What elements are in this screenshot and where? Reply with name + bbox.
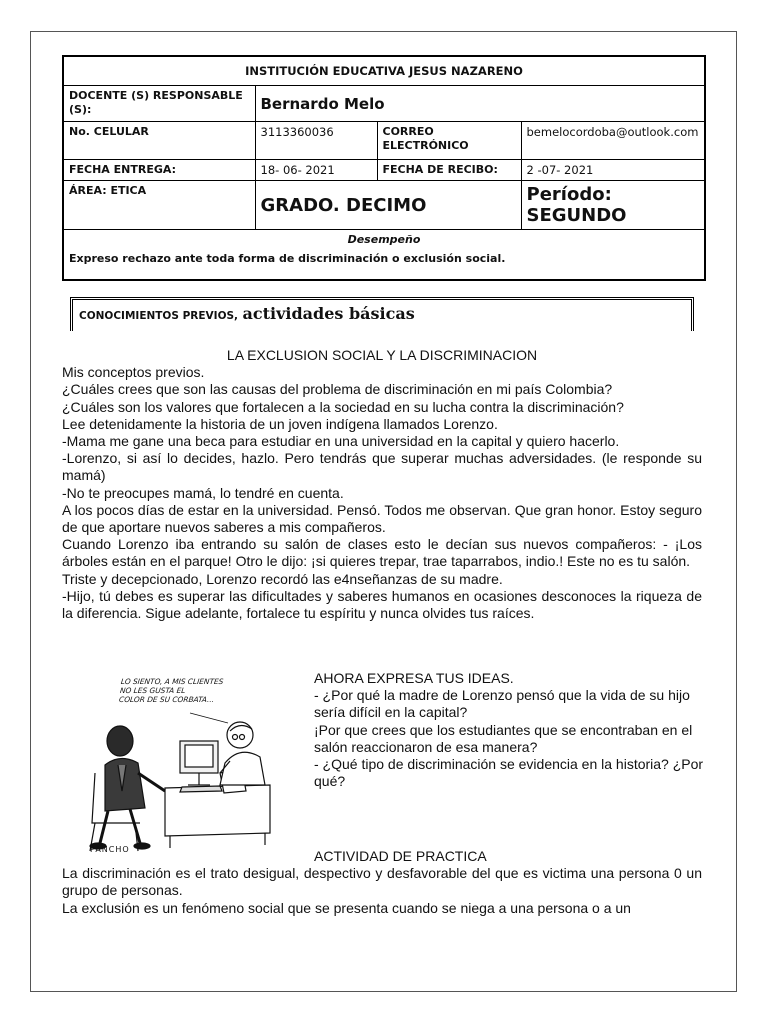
caption-line: NO LES GUSTA EL	[119, 686, 186, 695]
reading-paragraph: -Hijo, tú debes es superar las dificultades y saberes humanos en ocasiones desconoces la riqueza de la diferencia. Sigue adelante, fortalece tu espíritu y nunca olvides tus raíces.	[62, 587, 702, 622]
reading-paragraph: -Mama me gane una beca para estudiar en una universidad en la capital y quiero hacerlo.	[62, 433, 620, 450]
celular-value: 3113360036	[255, 122, 377, 160]
reading-paragraph: -No te preocupes mamá, lo tendré en cuenta.	[62, 484, 344, 501]
fecha-recibo-label: FECHA DE RECIBO:	[377, 160, 521, 181]
practice-paragraph: La discriminación es el trato desigual, despectivo y desfavorable del que es victima una persona 0 un grupo de personas.	[62, 865, 702, 899]
reading-section	[62, 347, 702, 622]
institution-name: INSTITUCIÓN EDUCATIVA JESUS NAZARENO	[63, 56, 705, 86]
reading-paragraph: Lee detenidamente la historia de un joven indígena llamados Lorenzo.	[62, 415, 498, 432]
reading-paragraph: ¿Cuáles crees que son las causas del problema de discriminación en mi país Colombia?	[62, 381, 613, 398]
desempeno-text: Expreso rechazo ante toda forma de discriminación o exclusión social.	[69, 252, 506, 265]
reading-paragraph: ¿Cuáles son los valores que fortalecen a la sociedad en su lucha contra la discriminación?	[62, 398, 624, 415]
periodo: Período: SEGUNDO	[521, 181, 705, 230]
reading-title: LA EXCLUSION SOCIAL Y LA DISCRIMINACION	[226, 347, 538, 363]
cartoon-signature: PANCHO	[90, 845, 130, 854]
ideas-question: ¡Por que crees que los estudiantes que se encontraban en el salón reaccionaron de esa manera?	[314, 721, 693, 755]
desempeno-title: Desempeño	[347, 233, 421, 246]
docente-value: Bernardo Melo	[255, 86, 705, 122]
correo-value: bemelocordoba@outlook.com	[521, 122, 705, 160]
fecha-entrega-label: FECHA ENTREGA:	[63, 160, 255, 181]
previos-heading: actividades básicas	[242, 304, 415, 323]
header-table	[62, 55, 706, 281]
reading-paragraph: Triste y decepcionado, Lorenzo recordó las e4nseñanzas de su madre.	[62, 570, 503, 587]
correo-label: CORREO ELECTRÓNICO	[377, 122, 521, 160]
celular-label: No. CELULAR	[63, 122, 255, 160]
cartoon-caption	[119, 677, 224, 704]
ideas-question: - ¿Por qué la madre de Lorenzo pensó que la vida de su hijo sería difícil en la capital?	[314, 687, 690, 721]
practice-title: ACTIVIDAD DE PRACTICA	[314, 848, 487, 864]
fecha-recibo-value: 2 -07- 2021	[521, 160, 705, 181]
reading-paragraph: Cuando Lorenzo iba entrando su salón de clases esto le decían sus nuevos compañeros: - ¡Los árboles están en el parque! Otro le dijo: ¡si quieres trepar, trae taparrabos, indio.! Este no es tu salón.	[62, 536, 702, 570]
conocimientos-previos-box	[70, 297, 694, 331]
ideas-title: AHORA EXPRESA TUS IDEAS.	[314, 670, 514, 686]
fecha-entrega-value: 18- 06- 2021	[255, 160, 377, 181]
ideas-question: - ¿Qué tipo de discriminación se evidencia en la historia? ¿Por qué?	[314, 756, 704, 790]
previos-label: CONOCIMIENTOS PREVIOS,	[79, 310, 239, 322]
ideas-section	[314, 670, 709, 790]
docente-label: DOCENTE (S) RESPONSABLE (S):	[63, 86, 255, 122]
area-label: ÁREA: ETICA	[63, 181, 255, 230]
grado: GRADO. DECIMO	[255, 181, 521, 230]
reading-paragraph: Mis conceptos previos.	[62, 364, 205, 381]
practice-paragraph: La exclusión es un fenómeno social que se presenta cuando se niega a una persona o a un	[62, 899, 631, 916]
reading-paragraph: A los pocos días de estar en la universidad. Pensó. Todos me observan. Que gran honor. Estoy seguro de que aportare nuevos saberes a mis compañeros.	[62, 501, 702, 536]
caption-line: LO SIENTO, A MIS CLIENTES	[120, 677, 224, 686]
desempeno-cell	[63, 230, 705, 280]
reading-paragraph: -Lorenzo, si así lo decides, hazlo. Pero tendrás que superar muchas adversidades. (le responde su mamá)	[62, 450, 702, 484]
caption-line: COLOR DE SU CORBATA...	[118, 695, 215, 704]
practice-section	[62, 848, 702, 917]
